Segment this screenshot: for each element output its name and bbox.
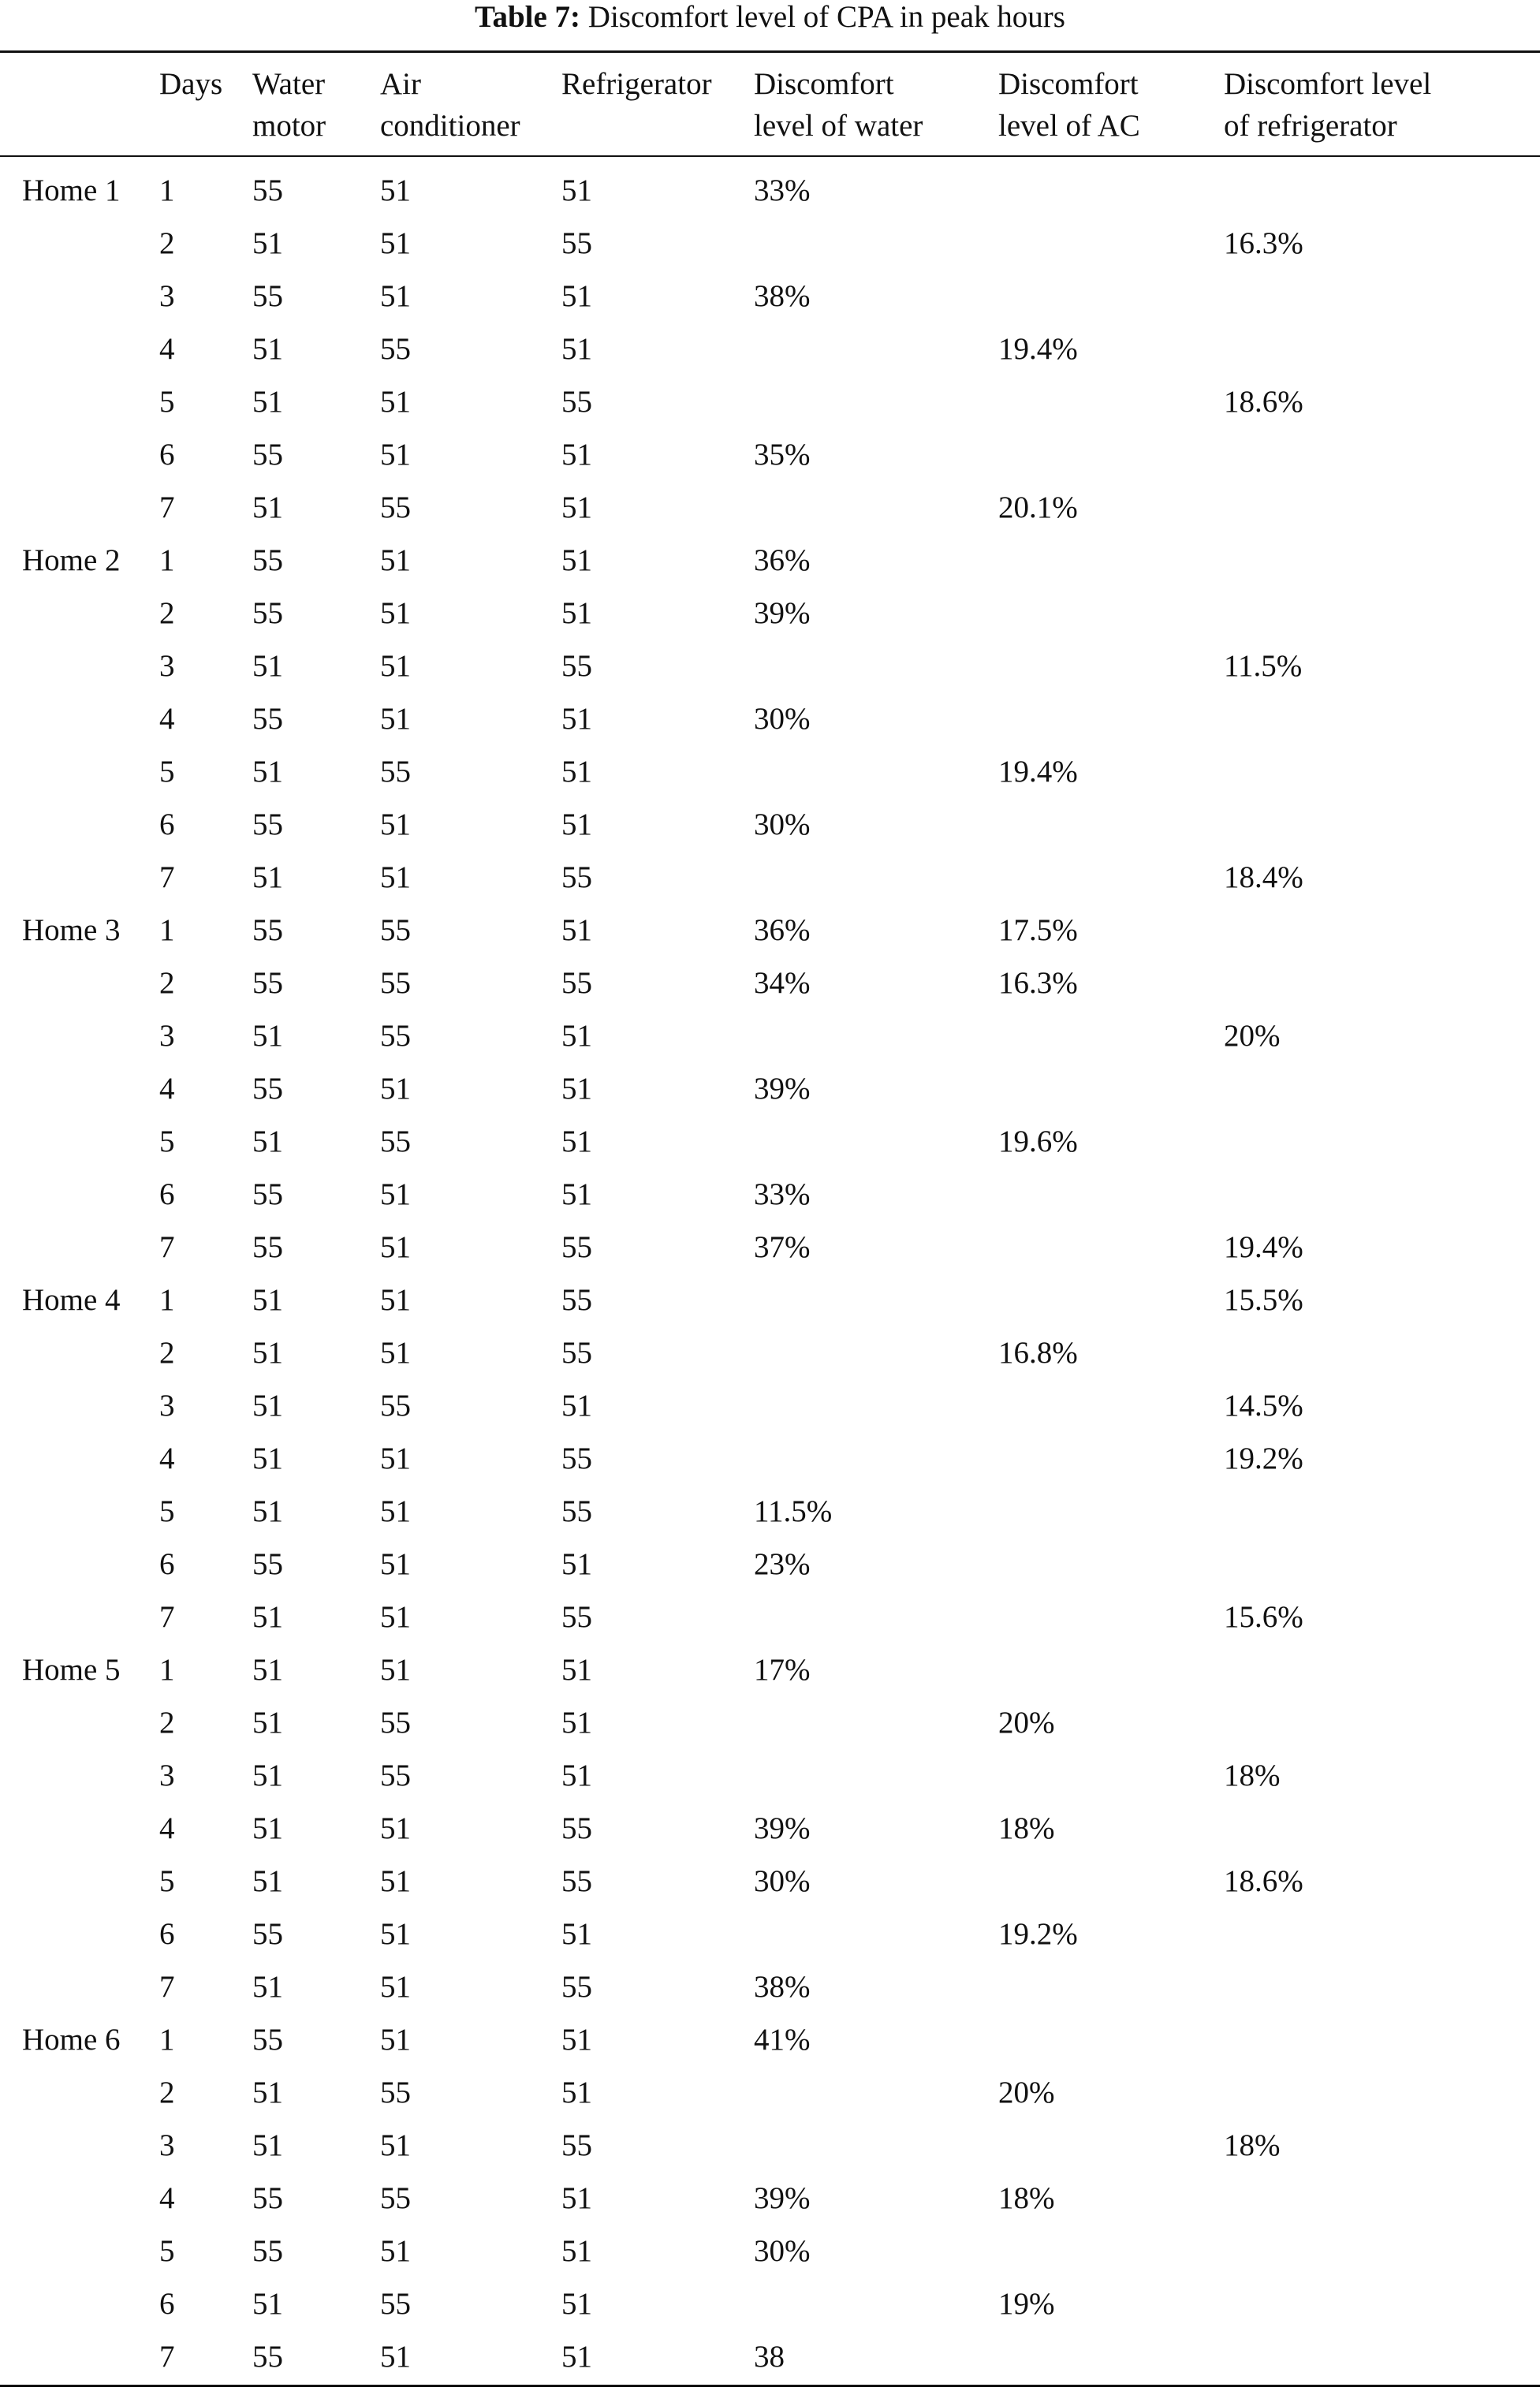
header-discomfort-ac: Discomfort level of AC [998, 67, 1140, 143]
day-cell: 2 [159, 1706, 175, 1740]
air-conditioner-cell: 51 [380, 1547, 411, 1581]
day-cell: 2 [159, 2076, 175, 2109]
refrigerator-cell: 51 [561, 543, 592, 577]
discomfort-ac-cell: 19.4% [998, 332, 1078, 366]
refrigerator-cell: 51 [561, 1019, 592, 1053]
refrigerator-cell: 51 [561, 1653, 592, 1687]
discomfort-refrigerator-cell: 18% [1224, 2128, 1281, 2162]
header-water-motor: Water motor [252, 67, 326, 143]
discomfort-water-cell: 36% [754, 913, 811, 947]
water-motor-cell: 51 [252, 2076, 283, 2109]
table-header-rule [0, 155, 1540, 157]
discomfort-ac-cell: 20% [998, 2076, 1055, 2109]
table-row [0, 1749, 1540, 1802]
water-motor-cell: 51 [252, 860, 283, 894]
air-conditioner-cell: 55 [380, 2076, 411, 2109]
refrigerator-cell: 51 [561, 491, 592, 524]
water-motor-cell: 55 [252, 1230, 283, 1264]
day-cell: 6 [159, 438, 175, 472]
water-motor-cell: 51 [252, 1125, 283, 1158]
air-conditioner-cell: 55 [380, 1389, 411, 1423]
table-row [0, 1115, 1540, 1168]
water-motor-cell: 55 [252, 173, 283, 207]
table-top-rule [0, 50, 1540, 53]
air-conditioner-cell: 55 [380, 1125, 411, 1158]
table-row [0, 2013, 1540, 2066]
water-motor-cell: 55 [252, 1177, 283, 1211]
refrigerator-cell: 55 [561, 1442, 592, 1475]
air-conditioner-cell: 51 [380, 385, 411, 419]
header-discomfort-water: Discomfort level of water [754, 67, 923, 143]
water-motor-cell: 55 [252, 279, 283, 313]
air-conditioner-cell: 55 [380, 332, 411, 366]
day-cell: 2 [159, 1336, 175, 1370]
refrigerator-cell: 51 [561, 2023, 592, 2057]
discomfort-water-cell: 17% [754, 1653, 811, 1687]
discomfort-ac-cell: 19% [998, 2287, 1055, 2321]
day-cell: 4 [159, 1072, 175, 1106]
refrigerator-cell: 51 [561, 173, 592, 207]
refrigerator-cell: 55 [561, 966, 592, 1000]
table-row [0, 957, 1540, 1009]
table-row [0, 2119, 1540, 2172]
discomfort-water-cell: 38 [754, 2340, 785, 2374]
refrigerator-cell: 51 [561, 596, 592, 630]
water-motor-cell: 51 [252, 226, 283, 260]
water-motor-cell: 55 [252, 808, 283, 841]
air-conditioner-cell: 55 [380, 1706, 411, 1740]
table-row [0, 1168, 1540, 1221]
air-conditioner-cell: 55 [380, 2181, 411, 2215]
water-motor-cell: 51 [252, 1970, 283, 2004]
water-motor-cell: 51 [252, 1706, 283, 1740]
day-cell: 6 [159, 2287, 175, 2321]
home-cell: Home 4 [22, 1283, 121, 1317]
day-cell: 1 [159, 543, 175, 577]
day-cell: 4 [159, 332, 175, 366]
table-row [0, 1802, 1540, 1855]
discomfort-refrigerator-cell: 16.3% [1224, 226, 1303, 260]
air-conditioner-cell: 51 [380, 702, 411, 736]
table-row [0, 2277, 1540, 2330]
air-conditioner-cell: 51 [380, 808, 411, 841]
day-cell: 1 [159, 1653, 175, 1687]
air-conditioner-cell: 51 [380, 173, 411, 207]
water-motor-cell: 55 [252, 2234, 283, 2268]
table-row [0, 1062, 1540, 1115]
table-row [0, 534, 1540, 587]
water-motor-cell: 51 [252, 1653, 283, 1687]
air-conditioner-cell: 51 [380, 1336, 411, 1370]
refrigerator-cell: 51 [561, 702, 592, 736]
air-conditioner-cell: 51 [380, 1864, 411, 1898]
discomfort-ac-cell: 19.4% [998, 755, 1078, 789]
header-days: Days [159, 67, 223, 101]
day-cell: 4 [159, 1442, 175, 1475]
discomfort-refrigerator-cell: 18% [1224, 1759, 1281, 1792]
discomfort-refrigerator-cell: 15.5% [1224, 1283, 1303, 1317]
table-row [0, 904, 1540, 957]
air-conditioner-cell: 51 [380, 1072, 411, 1106]
air-conditioner-cell: 51 [380, 543, 411, 577]
refrigerator-cell: 51 [561, 1125, 592, 1158]
water-motor-cell: 55 [252, 913, 283, 947]
refrigerator-cell: 55 [561, 1336, 592, 1370]
discomfort-ac-cell: 19.6% [998, 1125, 1078, 1158]
table-row [0, 1485, 1540, 1538]
refrigerator-cell: 55 [561, 385, 592, 419]
refrigerator-cell: 55 [561, 2128, 592, 2162]
home-cell: Home 1 [22, 173, 121, 207]
air-conditioner-cell: 51 [380, 2234, 411, 2268]
refrigerator-cell: 55 [561, 1811, 592, 1845]
discomfort-water-cell: 34% [754, 966, 811, 1000]
air-conditioner-cell: 51 [380, 1177, 411, 1211]
refrigerator-cell: 55 [561, 1600, 592, 1634]
air-conditioner-cell: 51 [380, 1970, 411, 2004]
discomfort-refrigerator-cell: 14.5% [1224, 1389, 1303, 1423]
refrigerator-cell: 51 [561, 2181, 592, 2215]
air-conditioner-cell: 51 [380, 226, 411, 260]
air-conditioner-cell: 51 [380, 1811, 411, 1845]
discomfort-water-cell: 37% [754, 1230, 811, 1264]
discomfort-water-cell: 39% [754, 596, 811, 630]
discomfort-water-cell: 33% [754, 173, 811, 207]
day-cell: 5 [159, 2234, 175, 2268]
water-motor-cell: 51 [252, 755, 283, 789]
day-cell: 4 [159, 1811, 175, 1845]
air-conditioner-cell: 51 [380, 2340, 411, 2374]
home-cell: Home 3 [22, 913, 121, 947]
day-cell: 4 [159, 2181, 175, 2215]
day-cell: 3 [159, 1759, 175, 1792]
discomfort-water-cell: 36% [754, 543, 811, 577]
table-caption-text: Discomfort level of CPA in peak hours [587, 0, 1065, 34]
discomfort-refrigerator-cell: 11.5% [1224, 649, 1303, 683]
table-body [0, 164, 1540, 2383]
air-conditioner-cell: 51 [380, 596, 411, 630]
day-cell: 3 [159, 2128, 175, 2162]
water-motor-cell: 55 [252, 1547, 283, 1581]
water-motor-cell: 51 [252, 491, 283, 524]
discomfort-water-cell: 30% [754, 808, 811, 841]
air-conditioner-cell: 51 [380, 860, 411, 894]
water-motor-cell: 55 [252, 2340, 283, 2374]
discomfort-refrigerator-cell: 15.6% [1224, 1600, 1303, 1634]
water-motor-cell: 51 [252, 1283, 283, 1317]
water-motor-cell: 55 [252, 543, 283, 577]
water-motor-cell: 51 [252, 1019, 283, 1053]
discomfort-water-cell: 23% [754, 1547, 811, 1581]
water-motor-cell: 55 [252, 438, 283, 472]
water-motor-cell: 51 [252, 2287, 283, 2321]
discomfort-refrigerator-cell: 18.6% [1224, 385, 1303, 419]
table-row [0, 1538, 1540, 1591]
discomfort-water-cell: 41% [754, 2023, 811, 2057]
home-cell: Home 6 [22, 2023, 121, 2057]
table-row [0, 1379, 1540, 1432]
header-air-conditioner: Air conditioner [380, 67, 520, 143]
water-motor-cell: 51 [252, 1600, 283, 1634]
air-conditioner-cell: 51 [380, 649, 411, 683]
discomfort-water-cell: 30% [754, 702, 811, 736]
home-cell: Home 5 [22, 1653, 121, 1687]
table-row [0, 2225, 1540, 2277]
table-row [0, 375, 1540, 428]
table-row [0, 851, 1540, 904]
day-cell: 5 [159, 1494, 175, 1528]
day-cell: 7 [159, 860, 175, 894]
water-motor-cell: 51 [252, 1389, 283, 1423]
day-cell: 6 [159, 1177, 175, 1211]
water-motor-cell: 55 [252, 2181, 283, 2215]
discomfort-water-cell: 11.5% [754, 1494, 833, 1528]
table-row [0, 323, 1540, 375]
refrigerator-cell: 51 [561, 1759, 592, 1792]
day-cell: 7 [159, 1230, 175, 1264]
discomfort-ac-cell: 17.5% [998, 913, 1078, 947]
day-cell: 7 [159, 1970, 175, 2004]
discomfort-ac-cell: 16.8% [998, 1336, 1078, 1370]
air-conditioner-cell: 51 [380, 1917, 411, 1951]
day-cell: 2 [159, 596, 175, 630]
refrigerator-cell: 51 [561, 2340, 592, 2374]
day-cell: 3 [159, 279, 175, 313]
day-cell: 3 [159, 649, 175, 683]
refrigerator-cell: 51 [561, 1177, 592, 1211]
discomfort-ac-cell: 19.2% [998, 1917, 1078, 1951]
refrigerator-cell: 51 [561, 808, 592, 841]
table-row [0, 1855, 1540, 1908]
refrigerator-cell: 51 [561, 2287, 592, 2321]
refrigerator-cell: 51 [561, 2076, 592, 2109]
home-cell: Home 2 [22, 543, 121, 577]
discomfort-ac-cell: 18% [998, 1811, 1055, 1845]
refrigerator-cell: 51 [561, 913, 592, 947]
table-row [0, 1696, 1540, 1749]
table-row [0, 1960, 1540, 2013]
air-conditioner-cell: 51 [380, 1600, 411, 1634]
air-conditioner-cell: 55 [380, 1019, 411, 1053]
day-cell: 7 [159, 1600, 175, 1634]
table-header [0, 63, 1540, 150]
refrigerator-cell: 51 [561, 755, 592, 789]
discomfort-ac-cell: 18% [998, 2181, 1055, 2215]
water-motor-cell: 55 [252, 1072, 283, 1106]
day-cell: 1 [159, 173, 175, 207]
air-conditioner-cell: 55 [380, 913, 411, 947]
discomfort-ac-cell: 20% [998, 1706, 1055, 1740]
refrigerator-cell: 51 [561, 1547, 592, 1581]
discomfort-ac-cell: 20.1% [998, 491, 1078, 524]
refrigerator-cell: 51 [561, 1389, 592, 1423]
air-conditioner-cell: 51 [380, 1442, 411, 1475]
table-row [0, 1221, 1540, 1274]
discomfort-water-cell: 35% [754, 438, 811, 472]
discomfort-water-cell: 39% [754, 1811, 811, 1845]
table-row [0, 217, 1540, 270]
refrigerator-cell: 51 [561, 1917, 592, 1951]
discomfort-water-cell: 39% [754, 2181, 811, 2215]
refrigerator-cell: 51 [561, 279, 592, 313]
day-cell: 5 [159, 755, 175, 789]
day-cell: 1 [159, 1283, 175, 1317]
air-conditioner-cell: 51 [380, 1230, 411, 1264]
air-conditioner-cell: 55 [380, 1759, 411, 1792]
day-cell: 3 [159, 1019, 175, 1053]
water-motor-cell: 51 [252, 1811, 283, 1845]
air-conditioner-cell: 51 [380, 1494, 411, 1528]
day-cell: 5 [159, 1864, 175, 1898]
day-cell: 6 [159, 808, 175, 841]
water-motor-cell: 51 [252, 1442, 283, 1475]
day-cell: 2 [159, 966, 175, 1000]
water-motor-cell: 51 [252, 1864, 283, 1898]
day-cell: 7 [159, 491, 175, 524]
table-row [0, 587, 1540, 640]
table-row [0, 1908, 1540, 1960]
water-motor-cell: 51 [252, 1494, 283, 1528]
refrigerator-cell: 51 [561, 438, 592, 472]
air-conditioner-cell: 51 [380, 2023, 411, 2057]
table-row [0, 1643, 1540, 1696]
air-conditioner-cell: 55 [380, 966, 411, 1000]
table-row [0, 1274, 1540, 1326]
refrigerator-cell: 55 [561, 1283, 592, 1317]
day-cell: 3 [159, 1389, 175, 1423]
day-cell: 7 [159, 2340, 175, 2374]
water-motor-cell: 51 [252, 649, 283, 683]
table-row [0, 1432, 1540, 1485]
day-cell: 4 [159, 702, 175, 736]
refrigerator-cell: 55 [561, 1230, 592, 1264]
air-conditioner-cell: 55 [380, 2287, 411, 2321]
discomfort-refrigerator-cell: 19.4% [1224, 1230, 1303, 1264]
water-motor-cell: 55 [252, 1917, 283, 1951]
refrigerator-cell: 55 [561, 649, 592, 683]
table-row [0, 270, 1540, 323]
table-row [0, 2330, 1540, 2383]
day-cell: 2 [159, 226, 175, 260]
table-row [0, 1591, 1540, 1643]
water-motor-cell: 55 [252, 702, 283, 736]
day-cell: 6 [159, 1917, 175, 1951]
discomfort-water-cell: 30% [754, 2234, 811, 2268]
air-conditioner-cell: 51 [380, 1653, 411, 1687]
air-conditioner-cell: 51 [380, 2128, 411, 2162]
discomfort-refrigerator-cell: 18.4% [1224, 860, 1303, 894]
table-row [0, 1009, 1540, 1062]
water-motor-cell: 51 [252, 1759, 283, 1792]
table-row [0, 798, 1540, 851]
table-row [0, 481, 1540, 534]
refrigerator-cell: 51 [561, 2234, 592, 2268]
air-conditioner-cell: 51 [380, 438, 411, 472]
water-motor-cell: 51 [252, 385, 283, 419]
water-motor-cell: 51 [252, 2128, 283, 2162]
discomfort-water-cell: 30% [754, 1864, 811, 1898]
refrigerator-cell: 51 [561, 1706, 592, 1740]
refrigerator-cell: 55 [561, 1864, 592, 1898]
refrigerator-cell: 55 [561, 1494, 592, 1528]
table-row [0, 164, 1540, 217]
refrigerator-cell: 51 [561, 332, 592, 366]
refrigerator-cell: 55 [561, 860, 592, 894]
water-motor-cell: 51 [252, 1336, 283, 1370]
air-conditioner-cell: 55 [380, 491, 411, 524]
table-row [0, 640, 1540, 692]
discomfort-water-cell: 38% [754, 279, 811, 313]
discomfort-refrigerator-cell: 18.6% [1224, 1864, 1303, 1898]
table-row [0, 428, 1540, 481]
day-cell: 6 [159, 1547, 175, 1581]
table-caption-label: Table 7: [475, 0, 581, 34]
water-motor-cell: 51 [252, 332, 283, 366]
air-conditioner-cell: 55 [380, 755, 411, 789]
refrigerator-cell: 55 [561, 1970, 592, 2004]
refrigerator-cell: 51 [561, 1072, 592, 1106]
discomfort-water-cell: 38% [754, 1970, 811, 2004]
header-discomfort-refrigerator: Discomfort level of refrigerator [1224, 67, 1432, 143]
water-motor-cell: 55 [252, 2023, 283, 2057]
table-caption [0, 0, 1540, 35]
table-row [0, 745, 1540, 798]
table-row [0, 692, 1540, 745]
discomfort-refrigerator-cell: 19.2% [1224, 1442, 1303, 1475]
water-motor-cell: 55 [252, 596, 283, 630]
day-cell: 1 [159, 913, 175, 947]
day-cell: 1 [159, 2023, 175, 2057]
discomfort-ac-cell: 16.3% [998, 966, 1078, 1000]
table-bottom-rule [0, 2385, 1540, 2387]
day-cell: 5 [159, 1125, 175, 1158]
header-refrigerator: Refrigerator [561, 67, 712, 101]
discomfort-water-cell: 39% [754, 1072, 811, 1106]
refrigerator-cell: 55 [561, 226, 592, 260]
discomfort-water-cell: 33% [754, 1177, 811, 1211]
table-row [0, 2066, 1540, 2119]
table-row [0, 1326, 1540, 1379]
discomfort-refrigerator-cell: 20% [1224, 1019, 1281, 1053]
day-cell: 5 [159, 385, 175, 419]
air-conditioner-cell: 51 [380, 1283, 411, 1317]
table-row [0, 2172, 1540, 2225]
air-conditioner-cell: 51 [380, 279, 411, 313]
water-motor-cell: 55 [252, 966, 283, 1000]
